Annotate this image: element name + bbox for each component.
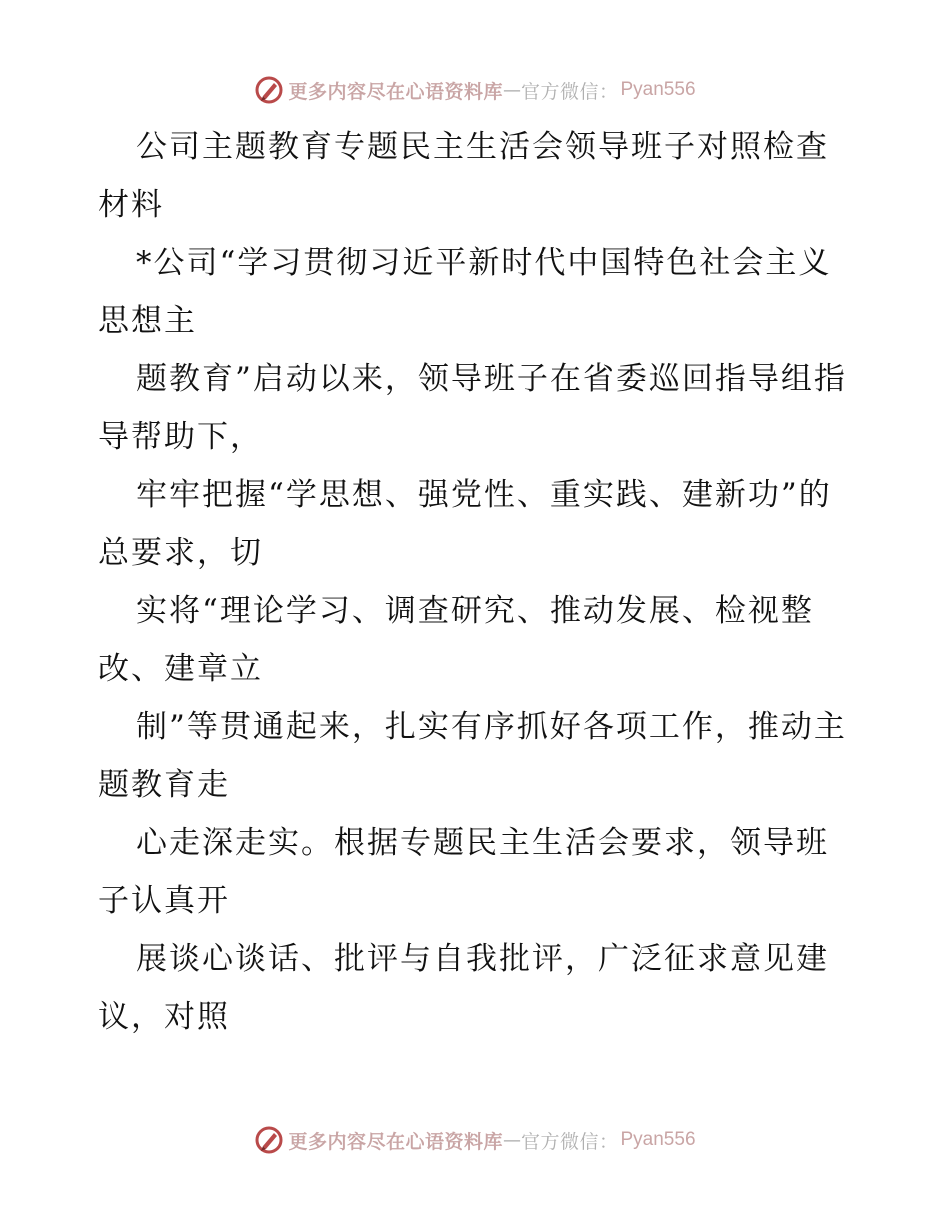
paragraph: 制”等贯通起来，扎实有序抓好各项工作，推动主题教育走 [98,709,847,803]
banner-separator: — [502,1129,521,1151]
banner-wechat-id: Pyan556 [620,79,696,100]
pen-logo-icon [254,75,284,105]
footer-banner [0,1120,950,1160]
paragraph: *公司“学习贯彻习近平新时代中国特色社会主义思想主 [98,245,832,339]
banner-main-text: 更多内容尽在心语资料库 [288,80,503,103]
banner-official-label: 官方微信： [520,1130,619,1153]
banner-wechat-id: Pyan556 [620,1129,696,1150]
paragraph: 展谈心谈话、批评与自我批评，广泛征求意见建议，对照 [98,941,829,1035]
paragraph-title: 公司主题教育专题民主生活会领导班子对照检查材料 [98,129,829,223]
paragraph: 实将“理论学习、调查研究、推动发展、检视整改、建章立 [98,593,814,687]
paragraph: 心走深走实。根据专题民主生活会要求，领导班子认真开 [98,825,829,919]
document-body [98,118,858,1046]
paragraph: 牢牢把握“学思想、强党性、重实践、建新功”的总要求，切 [98,477,832,571]
header-banner [0,70,950,110]
banner-official-label: 官方微信： [520,80,619,103]
paragraph: 题教育”启动以来，领导班子在省委巡回指导组指导帮助下， [98,361,847,455]
banner-separator: — [502,79,521,101]
banner-main-text: 更多内容尽在心语资料库 [288,1130,503,1153]
pen-logo-icon [254,1125,284,1155]
